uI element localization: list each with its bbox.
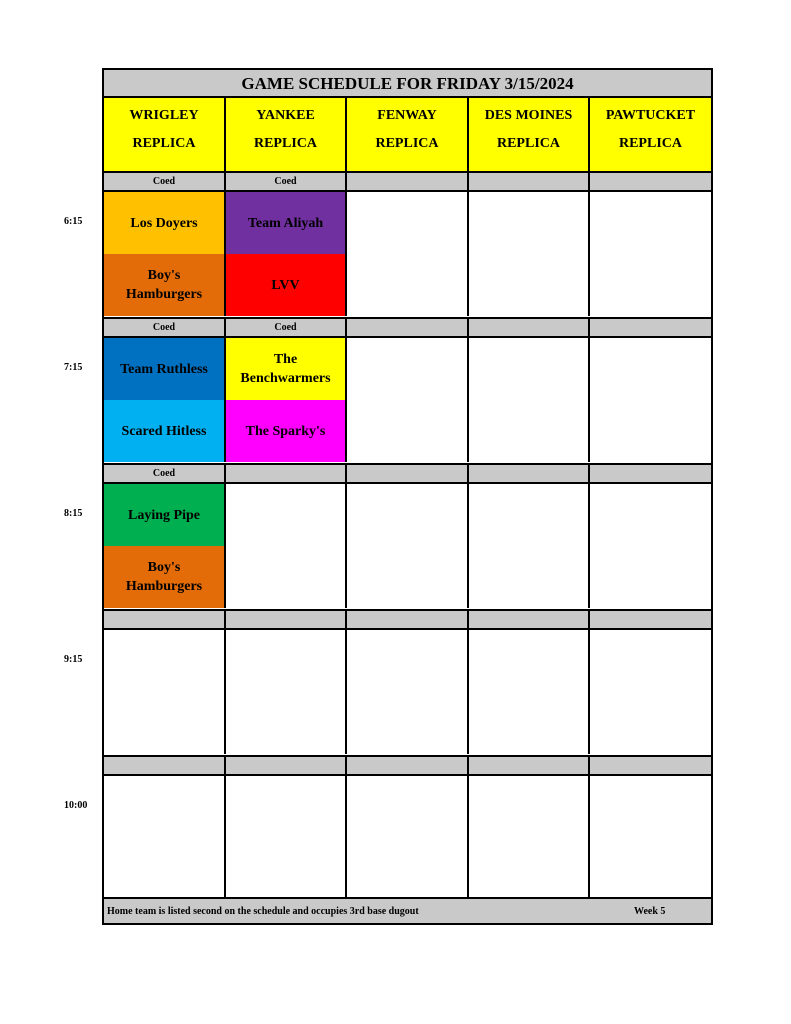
division-label [104, 611, 226, 628]
week-label: Week 5 [634, 906, 666, 917]
division-label: Coed [226, 173, 347, 190]
away-team: Los Doyers [104, 192, 224, 254]
slot-row [104, 192, 711, 316]
slot-row [104, 484, 711, 608]
field-name: DES MOINES [484, 108, 573, 123]
field-name: YANKEE [256, 108, 315, 123]
field-type: REPLICA [132, 136, 196, 151]
game-cell [347, 484, 469, 608]
footer-bar [104, 897, 711, 923]
game-cell [590, 630, 711, 754]
schedule-sheet [102, 68, 713, 925]
game-cell [469, 776, 590, 900]
home-team: LVV [226, 254, 345, 316]
away-team: The Benchwarmers [226, 338, 345, 400]
division-label: Coed [104, 465, 226, 482]
division-row [104, 463, 711, 484]
division-label [347, 611, 469, 628]
game-cell [347, 192, 469, 316]
game-cell [590, 338, 711, 462]
field-type: REPLICA [618, 136, 682, 151]
division-label [469, 319, 590, 336]
division-label [590, 465, 711, 482]
field-name: WRIGLEY [129, 108, 199, 123]
field-type: REPLICA [253, 136, 317, 151]
game-cell [347, 338, 469, 462]
division-label [347, 173, 469, 190]
time-label: 9:15 [64, 654, 83, 665]
division-label [590, 173, 711, 190]
division-label [226, 611, 347, 628]
division-label [226, 757, 347, 774]
game-cell [226, 192, 347, 316]
division-label [347, 465, 469, 482]
game-cell [347, 630, 469, 754]
away-team: Team Ruthless [104, 338, 224, 400]
game-cell [226, 776, 347, 900]
division-label [590, 757, 711, 774]
home-team: Boy's Hamburgers [104, 254, 224, 316]
division-label [226, 465, 347, 482]
division-label: Coed [104, 173, 226, 190]
time-label: 7:15 [64, 362, 83, 373]
division-label [469, 757, 590, 774]
field-header-wrigley [104, 98, 226, 171]
division-label [590, 319, 711, 336]
game-cell [104, 776, 226, 900]
division-label [347, 319, 469, 336]
division-label [347, 757, 469, 774]
slot-row [104, 630, 711, 754]
home-team: Scared Hitless [104, 400, 224, 462]
away-team: Laying Pipe [104, 484, 224, 546]
game-cell [590, 776, 711, 900]
game-cell [226, 484, 347, 608]
field-header-pawtucket [590, 98, 711, 171]
game-cell [347, 776, 469, 900]
division-row [104, 609, 711, 630]
game-cell [469, 192, 590, 316]
game-cell [469, 484, 590, 608]
division-label [104, 757, 226, 774]
field-header-des-moines [469, 98, 590, 171]
division-row [104, 755, 711, 776]
home-team: Boy's Hamburgers [104, 546, 224, 608]
game-cell [590, 192, 711, 316]
game-cell [590, 484, 711, 608]
away-team: Team Aliyah [226, 192, 345, 254]
division-label [469, 173, 590, 190]
home-team: The Sparky's [226, 400, 345, 462]
field-header-fenway [347, 98, 469, 171]
game-cell [226, 338, 347, 462]
game-cell [104, 338, 226, 462]
time-label: 6:15 [64, 216, 83, 227]
field-header-row [104, 98, 711, 171]
game-cell [226, 630, 347, 754]
field-header-yankee [226, 98, 347, 171]
field-type: REPLICA [375, 136, 439, 151]
home-team-note: Home team is listed second on the schedule and occupies 3rd base dugout [107, 906, 419, 917]
game-cell [104, 630, 226, 754]
game-cell [469, 338, 590, 462]
division-label [469, 465, 590, 482]
time-label: 10:00 [64, 800, 88, 811]
division-row [104, 317, 711, 338]
game-cell [104, 484, 226, 608]
division-label: Coed [104, 319, 226, 336]
field-name: PAWTUCKET [605, 108, 696, 123]
field-name: FENWAY [377, 108, 437, 123]
time-label: 8:15 [64, 508, 83, 519]
slot-row [104, 776, 711, 900]
field-type: REPLICA [496, 136, 560, 151]
schedule-title: GAME SCHEDULE FOR FRIDAY 3/15/2024 [104, 70, 711, 98]
game-cell [469, 630, 590, 754]
division-label [469, 611, 590, 628]
division-label: Coed [226, 319, 347, 336]
division-row [104, 171, 711, 192]
game-cell [104, 192, 226, 316]
slot-row [104, 338, 711, 462]
division-label [590, 611, 711, 628]
